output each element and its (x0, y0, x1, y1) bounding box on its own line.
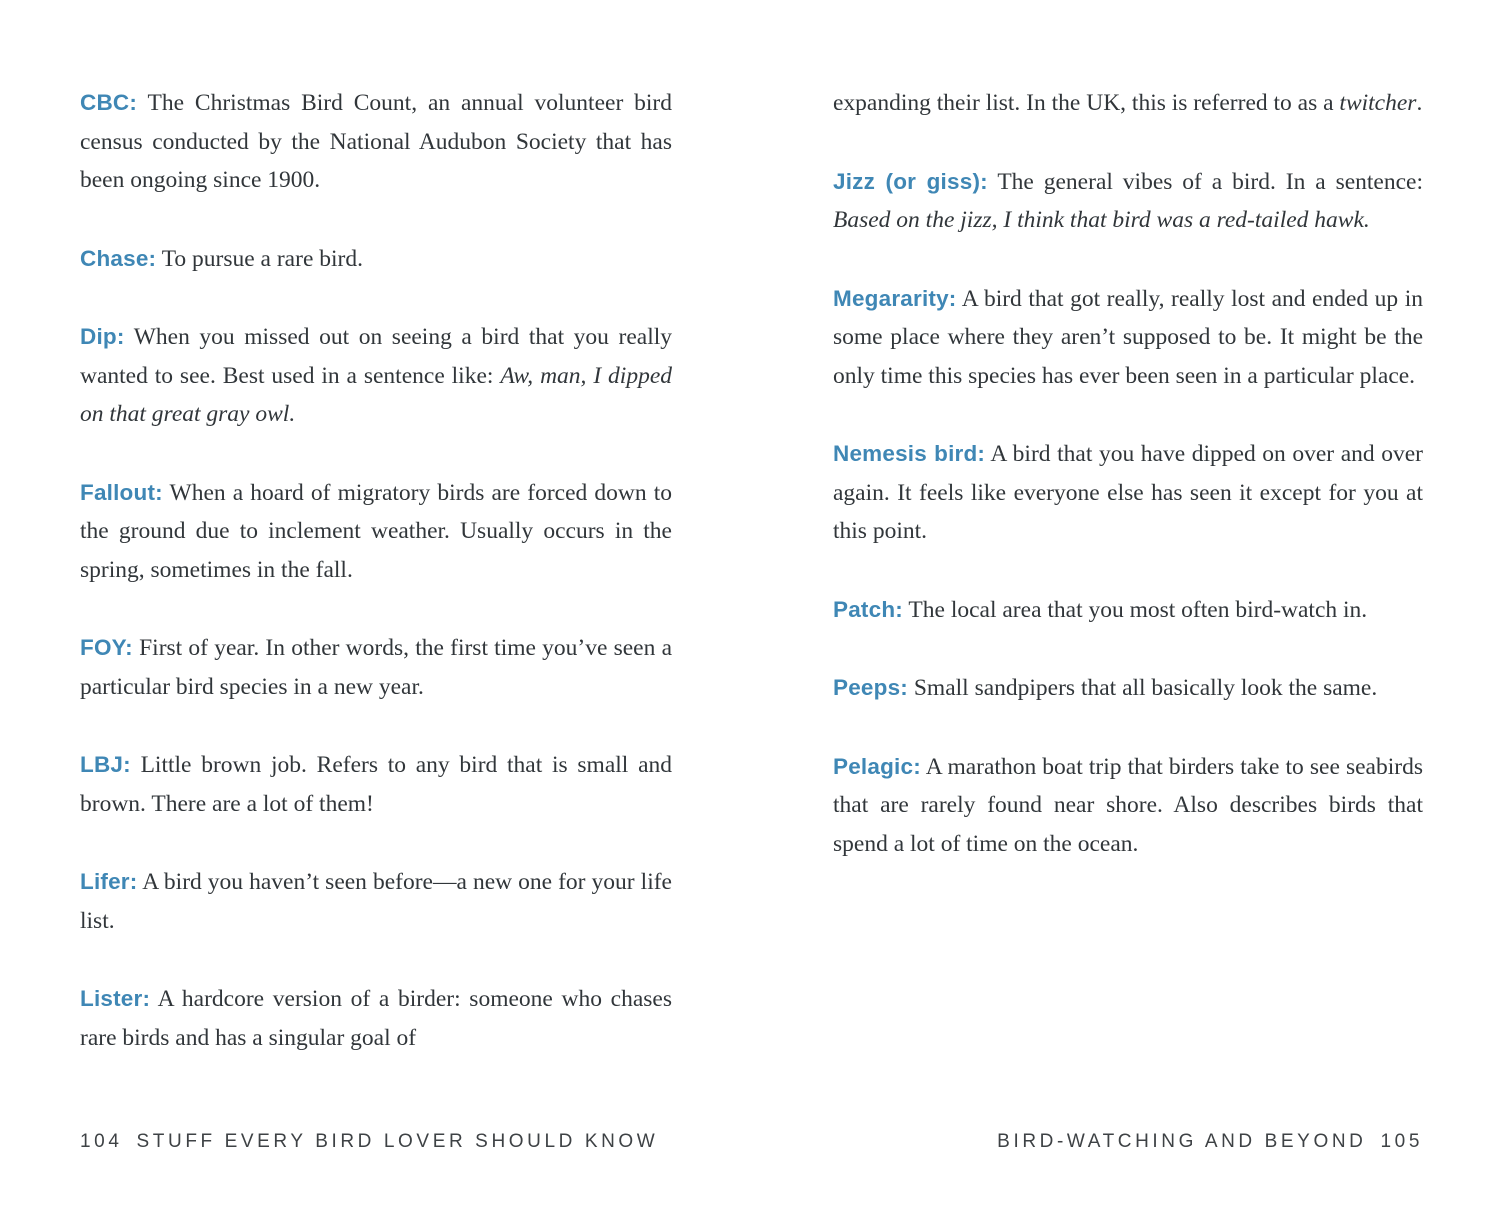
glossary-term: Lifer: (80, 869, 138, 894)
left-page-number: 104 (80, 1131, 123, 1152)
definition-text: To pursue a rare bird. (161, 245, 363, 272)
definition-text: A bird that got really, really lost and ended up in some place where they aren’t supposed to be. It might be the only time this species has ever been seen in a particular place. (833, 285, 1423, 389)
definition-text: A hardcore version of a birder: someone who chases rare birds and has a singular goal of (80, 986, 672, 1051)
definition-text: The local area that you most often bird-watch in. (908, 596, 1368, 623)
glossary-entry (80, 629, 672, 706)
definition-text-italic: twitcher (1339, 90, 1417, 116)
glossary-entry (833, 669, 1423, 708)
glossary-term: Chase: (80, 245, 157, 271)
glossary-entry (833, 748, 1423, 864)
definition-text: A bird you haven’t seen before—a new one for your life list. (80, 869, 672, 934)
definition-text: expanding their list. In the UK, this is referred to as a (833, 90, 1340, 116)
glossary-term: Peeps: (833, 675, 908, 700)
glossary-term: CBC: (80, 90, 138, 115)
right-page-entries (833, 0, 1423, 863)
glossary-entry (80, 474, 672, 590)
definition-text-italic: Aw, man, I dipped on that great gray owl. (80, 362, 672, 427)
definition-text: . (1416, 90, 1423, 116)
glossary-entry (80, 240, 672, 279)
definition-text: When a hoard of migratory birds are forced down to the ground due to inclement weather. Usually occurs in the spring, sometimes in the fall. (80, 479, 672, 583)
left-page-footer (80, 1131, 658, 1153)
definition-text: Little brown job. Refers to any bird that is small and brown. There are a lot of them! (80, 752, 672, 817)
glossary-entry (833, 591, 1423, 630)
right-page-footer (997, 1131, 1423, 1153)
glossary-term: Jizz (or giss): (833, 168, 988, 194)
left-footer-title: STUFF EVERY BIRD LOVER SHOULD KNOW (136, 1131, 659, 1152)
glossary-term: Dip: (80, 324, 125, 349)
definition-text: When you missed out on seeing a bird that you really wanted to see. Best used in a sentence like: (80, 324, 673, 389)
glossary-entry (833, 280, 1423, 396)
glossary-entry (80, 863, 672, 940)
glossary-term: Lister: (80, 986, 151, 1011)
left-page-entries (80, 0, 672, 1057)
glossary-term: Nemesis bird: (833, 441, 986, 466)
glossary-term: Pelagic: (833, 753, 921, 779)
glossary-term: FOY: (80, 635, 133, 660)
glossary-term: Patch: (833, 596, 903, 622)
definition-text: Small sandpipers that all basically look the same. (913, 675, 1378, 701)
right-page-number: 105 (1380, 1131, 1423, 1152)
glossary-term: LBJ: (80, 752, 131, 777)
glossary-entry (80, 746, 672, 823)
definition-text: The general vibes of a bird. In a sentence: (997, 168, 1423, 195)
glossary-entry (80, 980, 672, 1057)
definition-text: First of year. In other words, the first time you’ve seen a particular bird species in a new year. (80, 635, 672, 700)
left-page (80, 0, 672, 1097)
right-page (833, 0, 1423, 903)
definition-text: A bird that you have dipped on over and over again. It feels like everyone else has seen it except for you at this point. (833, 441, 1423, 544)
glossary-entry (833, 84, 1423, 123)
definition-text: A marathon boat trip that birders take to see seabirds that are rarely found near shore. Also describes birds that spend a lot of time on the ocean. (833, 753, 1423, 857)
right-footer-title: BIRD-WATCHING AND BEYOND (997, 1131, 1367, 1152)
glossary-entry (80, 84, 672, 200)
glossary-entry (833, 435, 1423, 551)
glossary-term: Megararity: (833, 285, 957, 311)
definition-text-italic: Based on the jizz, I think that bird was a red-tailed hawk. (833, 207, 1370, 233)
glossary-entry (80, 318, 672, 434)
definition-text: The Christmas Bird Count, an annual volunteer bird census conducted by the National Audubon Society that has been ongoing since 1900. (80, 90, 672, 193)
glossary-term: Fallout: (80, 479, 163, 505)
glossary-entry (833, 163, 1423, 240)
